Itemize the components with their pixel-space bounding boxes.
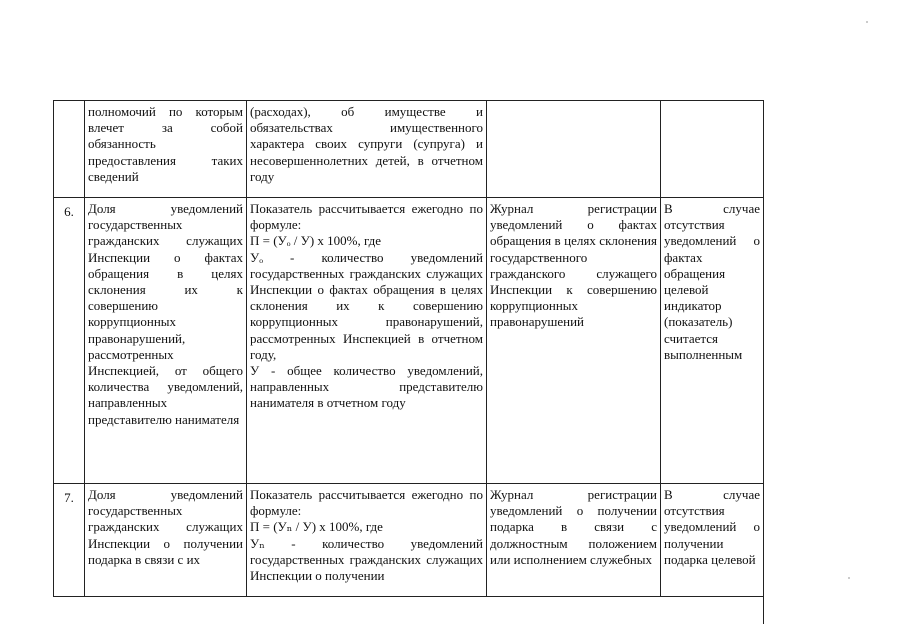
table-row — [54, 101, 764, 198]
note-cell: В случае отсутствия уведомлений о получении подарка целевой — [661, 484, 764, 624]
indicator-name-cell: Доля уведомлений государственных гражданских служащих Инспекции о получении подарка в связи с их — [85, 484, 247, 624]
table-row — [54, 198, 764, 484]
method-line: Уₒ - количество уведомлений государственных гражданских служащих Инспекции о фактах обращения в целях склонения их к совершению коррупционных правонарушений, рассмотренных Инспекцией в отчетном году, — [250, 249, 483, 362]
method-line: У - общее количество уведомлений, направленных представителю нанимателя в отчетном году — [250, 363, 483, 411]
formula-line: П = (Уₙ / У) х 100%, где — [250, 519, 383, 535]
calculation-method-cell: (расходах), об имуществе и обязательствах имущественного характера своих супруги (супруга) и несовершеннолетних детей, в отчетном году — [247, 101, 487, 198]
method-line: Показатель рассчитывается ежегодно по формуле: — [250, 487, 483, 519]
method-line: Уₙ - количество уведомлений государственных гражданских служащих Инспекции о получении — [250, 535, 483, 584]
row-number: 6. — [54, 198, 85, 484]
data-source-cell: Журнал регистрации уведомлений о получении подарка в связи с должностным положением или исполнением служебных — [487, 484, 661, 624]
scan-speck — [866, 21, 868, 23]
note-cell — [661, 101, 764, 198]
row-number: 7. — [54, 484, 85, 624]
indicators-table — [53, 100, 764, 624]
note-cell: В случае отсутствия уведомлений о фактах обращения целевой индикатор (показатель) считается выполненным — [661, 198, 764, 484]
data-source-cell: Журнал регистрации уведомлений о фактах обращения в целях склонения государственного гражданского служащего Инспекции к совершению коррупционных правонарушений — [487, 198, 661, 484]
page-cutoff — [53, 596, 763, 640]
method-line: Показатель рассчитывается ежегодно по формуле: — [250, 201, 483, 233]
calculation-method-cell — [247, 198, 487, 484]
indicator-name-cell: Доля уведомлений государственных гражданских служащих Инспекции о фактах обращения в целях склонения их к совершению коррупционных правонарушений, рассмотренных Инспекцией, от общего количества уведомлений, направленных представителю нанимателя — [85, 198, 247, 484]
indicator-name-cell: полномочий по которым влечет за собой обязанность предоставления таких сведений — [85, 101, 247, 198]
data-source-cell — [487, 101, 661, 198]
scan-speck — [848, 577, 850, 579]
row-number — [54, 101, 85, 198]
formula-line: П = (Уₒ / У) х 100%, где — [250, 233, 382, 249]
table-bottom-border — [53, 596, 764, 597]
